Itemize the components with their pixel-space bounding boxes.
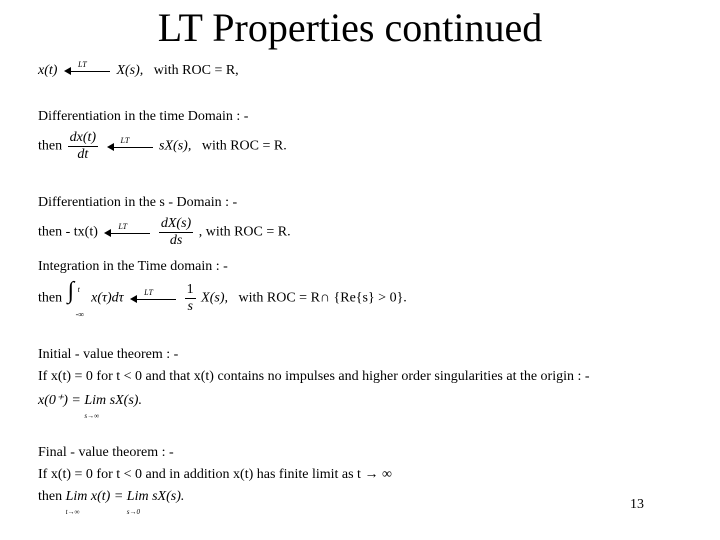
then-label: then - tx(t) (38, 224, 98, 240)
initial-value-heading: Initial - value theorem : - (38, 347, 179, 362)
then-label: then (38, 489, 63, 504)
integration-rhs: X(s), (201, 290, 228, 306)
diff-time-heading: Differentiation in the time Domain : - (38, 109, 249, 124)
then-label: then (38, 290, 63, 306)
diff-time-equation (38, 130, 287, 163)
integration-equation (38, 277, 407, 319)
limit-operator: Lim s→0 (126, 489, 149, 516)
diff-s-equation (38, 216, 291, 249)
limit-operator: Lim t→∞ (65, 489, 88, 516)
initial-value-equation (38, 392, 142, 420)
lt-arrow: LT (130, 293, 176, 305)
laplace-signal: X(s), (116, 63, 144, 78)
diff-s-heading: Differentiation in the s - Domain : - (38, 195, 238, 210)
transform-pair-line (38, 59, 239, 80)
final-value-condition: If x(t) = 0 for t < 0 and in addition x(t) has finite limit as t → ∞ (38, 467, 392, 482)
roc-text: with ROC = R, (153, 63, 239, 78)
integral-sign: ∫ t -∞ (67, 277, 84, 319)
initial-rhs: sX(s). (109, 393, 142, 408)
final-value-heading: Final - value theorem : - (38, 445, 174, 460)
s-derivative-fraction: $\frac{dX(s)}{ds}$ (160, 216, 192, 248)
final-rhs: sX(s). (152, 489, 185, 504)
integrand: x(τ)dτ (91, 290, 124, 306)
slide-title: LT Properties continued (157, 5, 543, 50)
final-value-equation (38, 488, 185, 516)
roc-text: with ROC = R. (201, 138, 287, 154)
lt-arrow: LT (107, 141, 153, 153)
reciprocal-fraction: $\frac{1}{s}$ (186, 282, 194, 314)
initial-lhs: x(0⁺) = (38, 393, 81, 408)
lt-arrow: LT (64, 65, 110, 77)
roc-text: , with ROC = R. (198, 224, 291, 240)
initial-value-condition: If x(t) = 0 for t < 0 and that x(t) contains no impulses and higher order singularities at the origin : - (38, 369, 590, 384)
roc-text: with ROC = R∩ {Re{s} > 0}. (238, 290, 407, 306)
limit-operator: Lim s→∞ (84, 393, 107, 420)
lt-arrow: LT (104, 227, 150, 239)
diff-time-rhs: sX(s), (159, 138, 192, 154)
then-label: then (38, 138, 63, 154)
time-signal: x(t) (38, 63, 58, 78)
page-number: 13 (630, 497, 644, 512)
final-mid: x(t) = (90, 489, 124, 504)
integration-heading: Integration in the Time domain : - (38, 259, 228, 274)
derivative-fraction: $\frac{dx(t)}{dt}$ (69, 130, 97, 162)
